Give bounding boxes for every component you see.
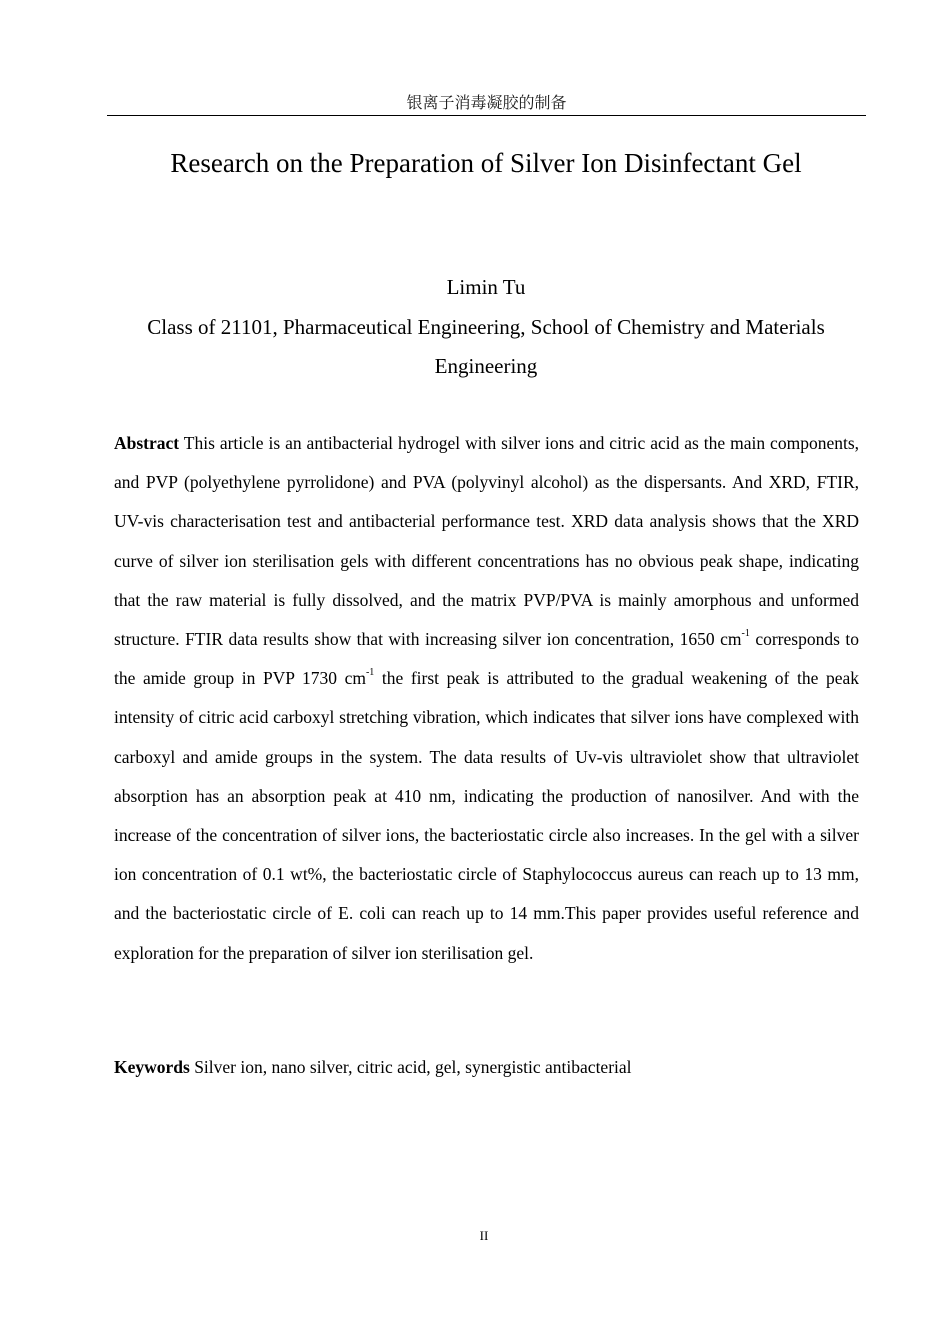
abstract-text-part-2: corresponds to the amide group in PVP 1730 cm: [114, 629, 859, 689]
abstract-label: Abstract: [114, 433, 180, 453]
abstract-superscript-2: -1: [365, 667, 375, 679]
paper-title: Research on the Preparation of Silver Ion Disinfectant Gel: [170, 148, 802, 178]
abstract-text-part-1: This article is an antibacterial hydrogel with silver ions and citric acid as the main components, and PVP (polyethylene pyrrolidone) and PVA (polyvinyl alcohol) as the dispersants. And XRD, FTIR, UV-vis characterisation test and antibacterial performance test. XRD data analysis shows that the XRD curve of silver ion sterilisation gels with different concentrations has no obvious peak shape, indicating that the raw material is fully dissolved, and the matrix PVP/PVA is mainly amorphous and unformed structure. FTIR data results show that with increasing silver ion concentration, 1650 cm: [114, 433, 860, 650]
abstract-text-part-3: the first peak is attributed to the gradual weakening of the peak intensity of citric acid carboxyl stretching vibration, which indicates that silver ions have complexed with carboxyl and amide groups in the system. The data results of Uv-vis ultraviolet show that ultraviolet absorption has an absorption peak at 410 nm, indicating the production of nanosilver. And with the increase of the concentration of silver ions, the bacteriostatic circle also increases. In the gel with a silver ion concentration of 0.1 wt%, the bacteriostatic circle of Staphylococcus aureus can reach up to 13 mm, and the bacteriostatic circle of E. coli can reach up to 14 mm.This paper provides useful reference and exploration for the preparation of silver ion sterilisation gel.: [114, 668, 859, 963]
abstract-paragraph: [114, 424, 859, 973]
keywords-text: Silver ion, nano silver, citric acid, gel, synergistic antibacterial: [194, 1057, 632, 1077]
author-affiliation-line-2: Engineering: [434, 354, 538, 378]
author-name: Limin Tu: [446, 275, 526, 299]
keywords-label: Keywords: [114, 1057, 190, 1077]
author-block: [110, 268, 862, 387]
abstract-superscript-1: -1: [741, 628, 750, 640]
keywords-line: [114, 1048, 859, 1087]
author-affiliation-line-1: Class of 21101, Pharmaceutical Engineering, School of Chemistry and Materials: [147, 314, 825, 339]
page-number: II: [479, 1228, 489, 1243]
running-header: 银离子消毒凝胶的制备: [107, 92, 866, 116]
